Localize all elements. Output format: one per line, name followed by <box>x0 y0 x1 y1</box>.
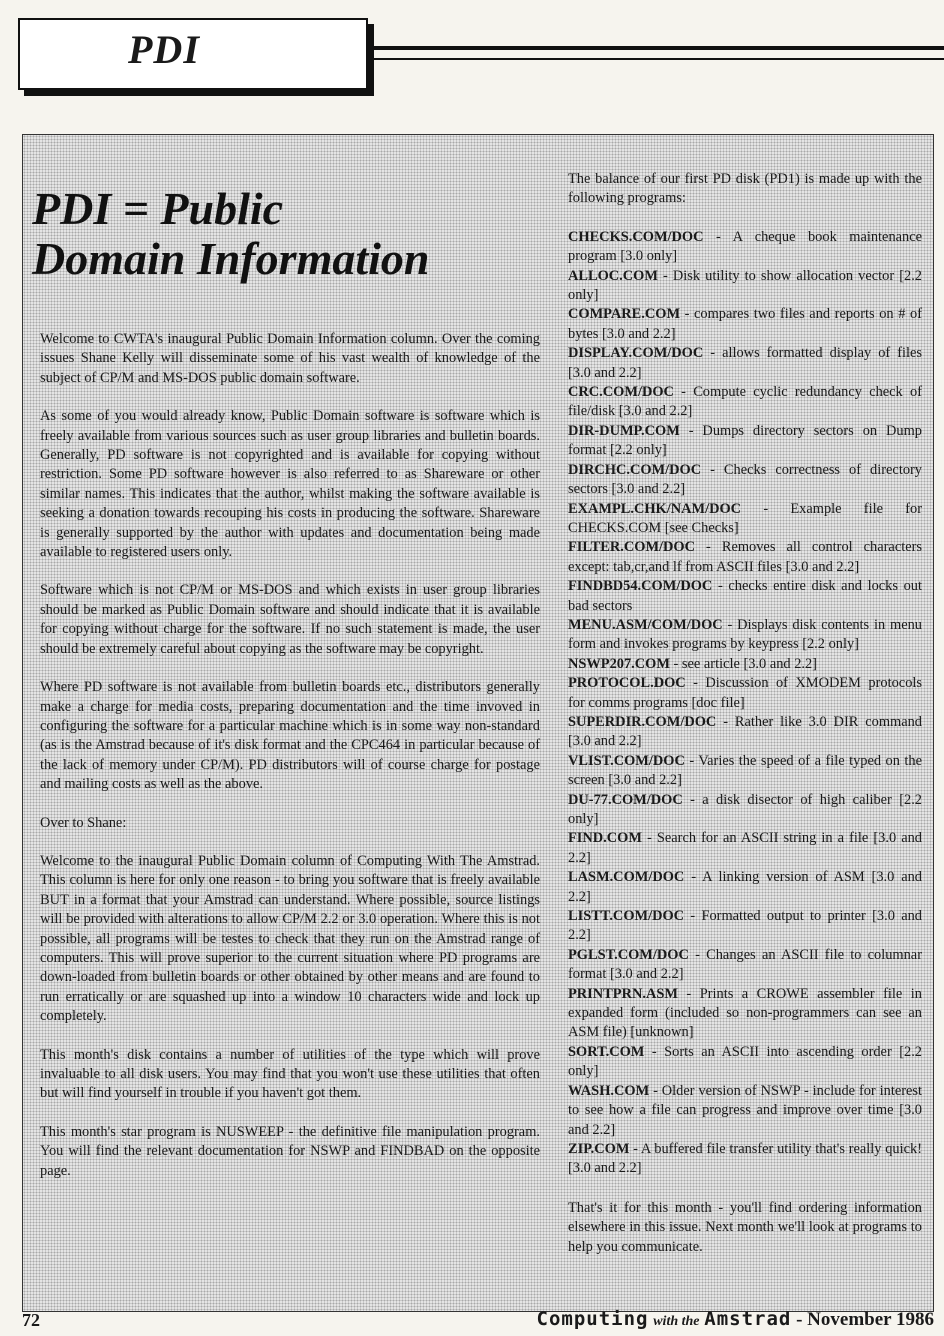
program-name: PROTOCOL.DOC <box>568 675 686 692</box>
program-entry <box>568 305 922 344</box>
paragraph: Software which is not CP/M or MS-DOS and which exists in user group libraries should be marked as Public Domain software and should indicate that it is available for copying without charge for the software. If no such statement is made, the user should be extremely careful about copying as the software may be copyright. <box>40 582 540 657</box>
program-description: - Displays disk contents in menu form and invokes programs by keypress [2.2 only] <box>568 616 922 653</box>
program-name: EXAMPL.CHK/NAM/DOC <box>568 500 742 517</box>
paragraph: This month's star program is NUSWEEP - the definitive file manipulation program. You will find the relevant documentation for NSWP and FINDBAD on the opposite page. <box>40 1123 540 1179</box>
program-name: FINDBD54.COM/DOC <box>568 578 713 595</box>
program-description: - Varies the speed of a file typed on the screen [3.0 and 2.2] <box>568 752 922 789</box>
program-name: CRC.COM/DOC <box>568 384 674 401</box>
program-name: SORT.COM <box>568 1043 645 1060</box>
program-entry <box>568 616 922 655</box>
program-description: - Example file for CHECKS.COM [see Checks] <box>568 500 922 536</box>
paragraph: Welcome to CWTA's inaugural Public Domain Information column. Over the coming issues Shane Kelly will disseminate some of his vast wealth of knowledge of the subject of CP/M and MS-DOS public domain software. <box>40 331 540 386</box>
issue-date: - November 1986 <box>796 1309 934 1330</box>
program-name: ALLOC.COM <box>568 267 658 284</box>
program-entry <box>568 1082 922 1140</box>
program-description: - Removes all control characters except: tab,cr,and lf from ASCII files [3.0 and 2.2] <box>568 539 922 575</box>
program-description: - Compute cyclic redundancy check of file/disk [3.0 and 2.2] <box>568 384 922 420</box>
paragraph: Over to Shane: <box>40 814 127 831</box>
paragraph: This month's disk contains a number of utilities of the type which will prove invaluable to all disk users. You may find that you won't use these utilities that often but will find yourself in trouble if you haven't got them. <box>40 1046 540 1102</box>
program-entry <box>568 713 922 752</box>
paragraph: As some of you would already know, Public Domain software is software which is freely available from various sources such as user group libraries and bulletin boards. Generally, PD software is not copyrighted and is available for copying without restriction. Some PD software however is also referred to as Shareware or other similar names. This indicates that the author, whilst making the software available is seeking a donation towards recouping his costs in producing the software. Shareware is generally supported by the author with updates and documentation being made available to registered users only. <box>40 408 540 561</box>
program-entry <box>568 829 922 868</box>
program-name: DISPLAY.COM/DOC <box>568 345 704 362</box>
program-description: - Older version of NSWP - include for interest to see how a file can progress and improve over time [3.0 and 2.2] <box>568 1082 922 1138</box>
program-name: PRINTPRN.ASM <box>568 985 678 1002</box>
program-entry <box>568 946 922 985</box>
program-entry <box>568 868 922 907</box>
program-description: - Formatted output to printer [3.0 and 2.2] <box>568 908 922 944</box>
program-name: VLIST.COM/DOC <box>568 752 685 769</box>
program-name: LASM.COM/DOC <box>568 869 685 886</box>
program-description: - see article [3.0 and 2.2] <box>669 655 817 672</box>
program-description: - A buffered file transfer utility that's really quick! [3.0 and 2.2] <box>568 1140 922 1177</box>
magazine-name-1: Computing <box>536 1308 649 1330</box>
program-name: DIR-DUMP.COM <box>568 422 680 439</box>
program-description: - A cheque book maintenance program [3.0 only] <box>568 228 922 265</box>
headline-line-1: PDI = Public <box>32 183 284 234</box>
program-description: - A linking version of ASM [3.0 and 2.2] <box>568 869 922 905</box>
program-description: - Search for an ASCII string in a file [3.0 and 2.2] <box>568 830 922 866</box>
program-entry <box>568 461 922 500</box>
program-entry <box>568 267 922 306</box>
paragraph: Where PD software is not available from bulletin boards etc., distributors generally make a charge for media costs, preparing documentation and the time invoved in configuring the software for a particular machine which is in some way non-standard (as is the Amstrad because of it's disk format and the CPC464 in particular because of the lack of memory under CP/M). PD distributors will of course charge for postage and mailing costs as well as the above. <box>40 679 540 793</box>
program-name: COMPARE.COM <box>568 306 681 323</box>
program-entry <box>568 422 922 461</box>
program-name: DIRCHC.COM/DOC <box>568 461 702 478</box>
program-entry <box>568 228 922 267</box>
program-entry <box>568 500 922 539</box>
program-description: - Sorts an ASCII into ascending order [2.2 only] <box>568 1043 922 1080</box>
program-name: FILTER.COM/DOC <box>568 539 695 556</box>
program-entry <box>568 752 922 791</box>
magazine-title <box>537 1308 934 1331</box>
left-column <box>40 330 540 1200</box>
program-entry <box>568 907 922 946</box>
program-description: - Prints a CROWE assembler file in expanded form (included so non-programmers can see an ASM file) [unknown] <box>568 985 922 1041</box>
program-name: LISTT.COM/DOC <box>568 908 685 925</box>
magazine-name-2: with the <box>653 1314 700 1329</box>
header-rule <box>368 46 944 50</box>
program-description: - a disk disector of high caliber [2.2 only] <box>568 791 922 827</box>
program-entry <box>568 577 922 616</box>
program-entry <box>568 674 922 713</box>
program-name: ZIP.COM <box>568 1140 630 1157</box>
section-title: PDI <box>128 27 200 72</box>
program-name: SUPERDIR.COM/DOC <box>568 713 717 730</box>
program-description: - checks entire disk and locks out bad sectors <box>568 578 922 614</box>
program-entry <box>568 1140 922 1179</box>
program-entry <box>568 344 922 383</box>
program-description: - Discussion of XMODEM protocols for comms programs [doc file] <box>568 675 922 711</box>
program-entry <box>568 791 922 830</box>
program-description: - Checks correctness of directory sectors [3.0 and 2.2] <box>568 461 922 498</box>
program-name: MENU.ASM/COM/DOC <box>568 616 723 633</box>
program-name: WASH.COM <box>568 1082 650 1099</box>
header-rule-thin <box>368 58 944 60</box>
headline-line-2: Domain Information <box>32 233 430 284</box>
program-name: FIND.COM <box>568 830 642 847</box>
section-header-box <box>18 18 368 90</box>
program-list <box>568 228 922 1179</box>
program-description: - allows formatted display of files [3.0 and 2.2] <box>568 345 922 381</box>
program-name: PGLST.COM/DOC <box>568 946 689 963</box>
article-headline <box>32 184 552 284</box>
paragraph: Welcome to the inaugural Public Domain column of Computing With The Amstrad. This column is here for only one reason - to bring you software that is freely available BUT in a format that your Amstrad can understand. Where possible, source listings will be provided with alterations to allow CP/M 2.2 or 3.0 operation. Where this is not possible, all programs will be testes to check that they run on the Amstrad range of computers. This will prove superior to the current situation where PD programs are down-loaded from bulletin boards or other obtained by other means and are found to run erratically or are squashed up into a window 10 characters wide and lock up completely. <box>40 852 540 1025</box>
program-name: CHECKS.COM/DOC <box>568 228 704 245</box>
program-description: - Changes an ASCII file to columnar format [3.0 and 2.2] <box>568 946 922 983</box>
program-entry <box>568 1043 922 1082</box>
program-name: DU-77.COM/DOC <box>568 791 683 808</box>
program-entry <box>568 985 922 1043</box>
program-description: - Rather like 3.0 DIR command [3.0 and 2.2] <box>568 713 922 750</box>
program-description: - compares two files and reports on # of bytes [3.0 and 2.2] <box>568 306 922 342</box>
program-description: - Dumps directory sectors on Dump format [2.2 only] <box>568 422 922 459</box>
page-footer <box>20 1308 934 1334</box>
program-entry <box>568 383 922 422</box>
right-column <box>568 170 922 1257</box>
magazine-name-3: Amstrad <box>704 1308 792 1330</box>
program-entry <box>568 538 922 577</box>
program-entry <box>568 655 922 674</box>
program-name: NSWP207.COM <box>568 655 670 672</box>
page-number: 72 <box>22 1310 40 1330</box>
programs-intro: The balance of our first PD disk (PD1) is made up with the following programs: <box>568 171 922 207</box>
program-description: - Disk utility to show allocation vector [2.2 only] <box>568 267 922 304</box>
closing-paragraph: That's it for this month - you'll find ordering information elsewhere in this issue. Next month we'll look at programs to help you communicate. <box>568 1199 922 1255</box>
